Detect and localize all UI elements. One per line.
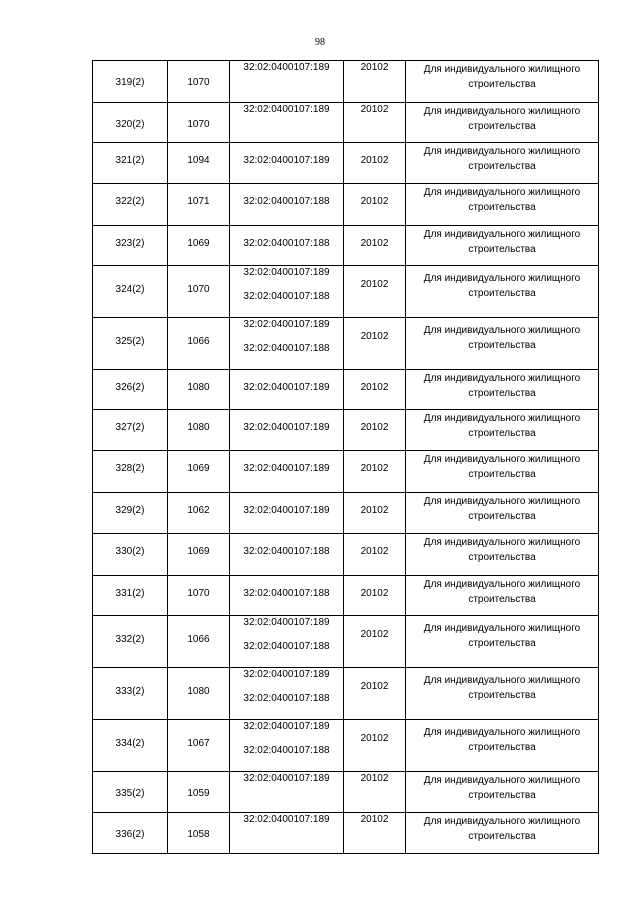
permitted-use-cell (406, 184, 599, 226)
permitted-use-text: Для индивидуального жилищного строительства (423, 579, 581, 605)
cadastral-number: 32:02:0400107:189 (243, 319, 330, 330)
zone-code-cell (344, 143, 406, 184)
permitted-use-cell (406, 668, 599, 720)
table-row (93, 720, 599, 772)
area-cell-text: 1070 (187, 119, 210, 130)
area-cell-text: 1069 (187, 463, 210, 474)
permitted-use-cell (406, 266, 599, 318)
area-cell (168, 668, 230, 720)
cadastral-number: 32:02:0400107:188 (243, 196, 330, 207)
zone-code-cell (344, 103, 406, 143)
permitted-use-cell (406, 772, 599, 813)
zone-code-cell-text: 20102 (360, 422, 389, 433)
area-cell (168, 61, 230, 103)
area-cell (168, 318, 230, 370)
permitted-use-text: Для индивидуального жилищного строительства (423, 373, 581, 399)
zone-code-cell (344, 668, 406, 720)
plot-number-cell (93, 451, 168, 493)
cadastral-number: 32:02:0400107:188 (243, 745, 330, 756)
plot-number-cell (93, 720, 168, 772)
zone-code-cell (344, 813, 406, 854)
table-row (93, 410, 599, 451)
zone-code-cell-text: 20102 (360, 238, 389, 249)
table-row (93, 370, 599, 410)
table-row (93, 534, 599, 576)
area-cell (168, 451, 230, 493)
permitted-use-cell (406, 616, 599, 668)
plot-number-cell-text: 324(2) (115, 284, 145, 295)
plot-number-cell (93, 318, 168, 370)
area-cell-text: 1062 (187, 505, 210, 516)
plot-number-cell-text: 332(2) (115, 634, 145, 645)
permitted-use-text: Для индивидуального жилищного строительства (423, 454, 581, 480)
area-cell-text: 1066 (187, 634, 210, 645)
permitted-use-text: Для индивидуального жилищного строительства (423, 675, 581, 701)
plot-number-cell-text: 326(2) (115, 382, 145, 393)
zone-code-cell-text: 20102 (360, 681, 389, 692)
cadastral-number: 32:02:0400107:188 (243, 546, 330, 557)
permitted-use-cell (406, 103, 599, 143)
zone-code-cell-text: 20102 (360, 505, 389, 516)
area-cell (168, 576, 230, 616)
table-row (93, 668, 599, 720)
zone-code-cell-text: 20102 (360, 733, 389, 744)
permitted-use-cell (406, 143, 599, 184)
plot-number-cell (93, 61, 168, 103)
plot-number-cell-text: 329(2) (115, 505, 145, 516)
page-number: 98 (315, 37, 325, 48)
zone-code-cell (344, 410, 406, 451)
cadastral-cell (230, 616, 344, 668)
area-cell-text: 1071 (187, 196, 210, 207)
table-row (93, 813, 599, 854)
area-cell (168, 143, 230, 184)
table-row (93, 226, 599, 266)
table-row (93, 61, 599, 103)
cadastral-cell (230, 318, 344, 370)
plot-number-cell-text: 322(2) (115, 196, 145, 207)
area-cell-text: 1094 (187, 155, 210, 166)
plot-number-cell (93, 668, 168, 720)
zone-code-cell (344, 534, 406, 576)
cadastral-number: 32:02:0400107:189 (243, 773, 330, 784)
plot-number-cell (93, 534, 168, 576)
cadastral-cell (230, 143, 344, 184)
permitted-use-text: Для индивидуального жилищного строительства (423, 106, 581, 132)
cadastral-cell (230, 226, 344, 266)
plot-number-cell-text: 336(2) (115, 829, 145, 840)
permitted-use-text: Для индивидуального жилищного строительства (423, 775, 581, 801)
cadastral-cell (230, 534, 344, 576)
zone-code-cell-text: 20102 (360, 331, 389, 342)
cadastral-cell (230, 266, 344, 318)
area-cell (168, 410, 230, 451)
area-cell (168, 226, 230, 266)
permitted-use-cell (406, 451, 599, 493)
table-row (93, 576, 599, 616)
cadastral-number: 32:02:0400107:189 (243, 62, 330, 73)
area-cell-text: 1059 (187, 788, 210, 799)
permitted-use-cell (406, 813, 599, 854)
plot-number-cell-text: 334(2) (115, 738, 145, 749)
plot-number-cell (93, 143, 168, 184)
area-cell (168, 370, 230, 410)
zone-code-cell-text: 20102 (360, 773, 389, 784)
zone-code-cell (344, 61, 406, 103)
zone-code-cell (344, 226, 406, 266)
land-plots-table (92, 60, 599, 854)
permitted-use-text: Для индивидуального жилищного строительства (423, 816, 581, 842)
plot-number-cell-text: 331(2) (115, 588, 145, 599)
zone-code-cell-text: 20102 (360, 382, 389, 393)
zone-code-cell-text: 20102 (360, 155, 389, 166)
permitted-use-cell (406, 226, 599, 266)
plot-number-cell (93, 226, 168, 266)
area-cell-text: 1070 (187, 588, 210, 599)
plot-number-cell-text: 321(2) (115, 155, 145, 166)
table-row (93, 266, 599, 318)
permitted-use-cell (406, 493, 599, 534)
plot-number-cell (93, 772, 168, 813)
table-row (93, 616, 599, 668)
cadastral-number: 32:02:0400107:189 (243, 463, 330, 474)
cadastral-number: 32:02:0400107:189 (243, 617, 330, 628)
cadastral-cell (230, 720, 344, 772)
area-cell (168, 720, 230, 772)
cadastral-cell (230, 184, 344, 226)
table-row (93, 103, 599, 143)
zone-code-cell (344, 616, 406, 668)
cadastral-number: 32:02:0400107:189 (243, 267, 330, 278)
area-cell-text: 1080 (187, 422, 210, 433)
area-cell (168, 184, 230, 226)
permitted-use-cell (406, 318, 599, 370)
plot-number-cell (93, 493, 168, 534)
cadastral-cell (230, 410, 344, 451)
table-row (93, 493, 599, 534)
permitted-use-cell (406, 410, 599, 451)
cadastral-number: 32:02:0400107:188 (243, 238, 330, 249)
table-row (93, 772, 599, 813)
permitted-use-text: Для индивидуального жилищного строительства (423, 537, 581, 563)
cadastral-number: 32:02:0400107:189 (243, 505, 330, 516)
area-cell (168, 103, 230, 143)
zone-code-cell-text: 20102 (360, 814, 389, 825)
plot-number-cell (93, 813, 168, 854)
plot-number-cell (93, 266, 168, 318)
area-cell-text: 1069 (187, 546, 210, 557)
plot-number-cell-text: 323(2) (115, 238, 145, 249)
permitted-use-cell (406, 534, 599, 576)
area-cell (168, 813, 230, 854)
table-row (93, 318, 599, 370)
area-cell-text: 1067 (187, 738, 210, 749)
cadastral-cell (230, 493, 344, 534)
plot-number-cell-text: 325(2) (115, 336, 145, 347)
zone-code-cell-text: 20102 (360, 279, 389, 290)
zone-code-cell-text: 20102 (360, 463, 389, 474)
cadastral-cell (230, 668, 344, 720)
area-cell (168, 493, 230, 534)
permitted-use-text: Для индивидуального жилищного строительства (423, 146, 581, 172)
cadastral-number: 32:02:0400107:188 (243, 291, 330, 302)
permitted-use-text: Для индивидуального жилищного строительства (423, 413, 581, 439)
zone-code-cell (344, 184, 406, 226)
zone-code-cell-text: 20102 (360, 629, 389, 640)
area-cell-text: 1069 (187, 238, 210, 249)
table-row (93, 184, 599, 226)
cadastral-cell (230, 576, 344, 616)
permitted-use-cell (406, 370, 599, 410)
cadastral-cell (230, 451, 344, 493)
cadastral-number: 32:02:0400107:189 (243, 104, 330, 115)
zone-code-cell (344, 451, 406, 493)
cadastral-number: 32:02:0400107:189 (243, 422, 330, 433)
plot-number-cell (93, 410, 168, 451)
zone-code-cell-text: 20102 (360, 546, 389, 557)
permitted-use-text: Для индивидуального жилищного строительства (423, 64, 581, 90)
zone-code-cell-text: 20102 (360, 196, 389, 207)
zone-code-cell (344, 720, 406, 772)
cadastral-number: 32:02:0400107:189 (243, 669, 330, 680)
cadastral-cell (230, 813, 344, 854)
zone-code-cell (344, 576, 406, 616)
permitted-use-text: Для индивидуального жилищного строительства (423, 623, 581, 649)
area-cell-text: 1058 (187, 829, 210, 840)
plot-number-cell (93, 576, 168, 616)
plot-number-cell-text: 319(2) (115, 77, 145, 88)
plot-number-cell (93, 184, 168, 226)
permitted-use-text: Для индивидуального жилищного строительства (423, 273, 581, 299)
area-cell-text: 1080 (187, 686, 210, 697)
permitted-use-text: Для индивидуального жилищного строительства (423, 325, 581, 351)
cadastral-number: 32:02:0400107:188 (243, 343, 330, 354)
cadastral-number: 32:02:0400107:188 (243, 588, 330, 599)
plot-number-cell-text: 327(2) (115, 422, 145, 433)
cadastral-number: 32:02:0400107:189 (243, 721, 330, 732)
cadastral-number: 32:02:0400107:189 (243, 382, 330, 393)
plot-number-cell-text: 328(2) (115, 463, 145, 474)
permitted-use-text: Для индивидуального жилищного строительства (423, 187, 581, 213)
zone-code-cell-text: 20102 (360, 588, 389, 599)
zone-code-cell (344, 772, 406, 813)
permitted-use-text: Для индивидуального жилищного строительства (423, 727, 581, 753)
area-cell-text: 1080 (187, 382, 210, 393)
area-cell-text: 1066 (187, 336, 210, 347)
cadastral-number: 32:02:0400107:188 (243, 693, 330, 704)
permitted-use-cell (406, 720, 599, 772)
cadastral-number: 32:02:0400107:188 (243, 641, 330, 652)
plot-number-cell-text: 335(2) (115, 788, 145, 799)
table-row (93, 451, 599, 493)
permitted-use-cell (406, 61, 599, 103)
plot-number-cell-text: 333(2) (115, 686, 145, 697)
zone-code-cell (344, 318, 406, 370)
cadastral-cell (230, 370, 344, 410)
area-cell-text: 1070 (187, 284, 210, 295)
table-row (93, 143, 599, 184)
zone-code-cell (344, 493, 406, 534)
zone-code-cell (344, 266, 406, 318)
permitted-use-cell (406, 576, 599, 616)
cadastral-cell (230, 103, 344, 143)
cadastral-number: 32:02:0400107:189 (243, 155, 330, 166)
cadastral-cell (230, 772, 344, 813)
area-cell (168, 772, 230, 813)
plot-number-cell (93, 370, 168, 410)
plot-number-cell-text: 330(2) (115, 546, 145, 557)
zone-code-cell-text: 20102 (360, 104, 389, 115)
area-cell (168, 616, 230, 668)
plot-number-cell (93, 103, 168, 143)
area-cell (168, 534, 230, 576)
zone-code-cell-text: 20102 (360, 62, 389, 73)
cadastral-cell (230, 61, 344, 103)
area-cell (168, 266, 230, 318)
permitted-use-text: Для индивидуального жилищного строительства (423, 229, 581, 255)
zone-code-cell (344, 370, 406, 410)
plot-number-cell-text: 320(2) (115, 119, 145, 130)
permitted-use-text: Для индивидуального жилищного строительства (423, 496, 581, 522)
cadastral-number: 32:02:0400107:189 (243, 814, 330, 825)
plot-number-cell (93, 616, 168, 668)
area-cell-text: 1070 (187, 77, 210, 88)
